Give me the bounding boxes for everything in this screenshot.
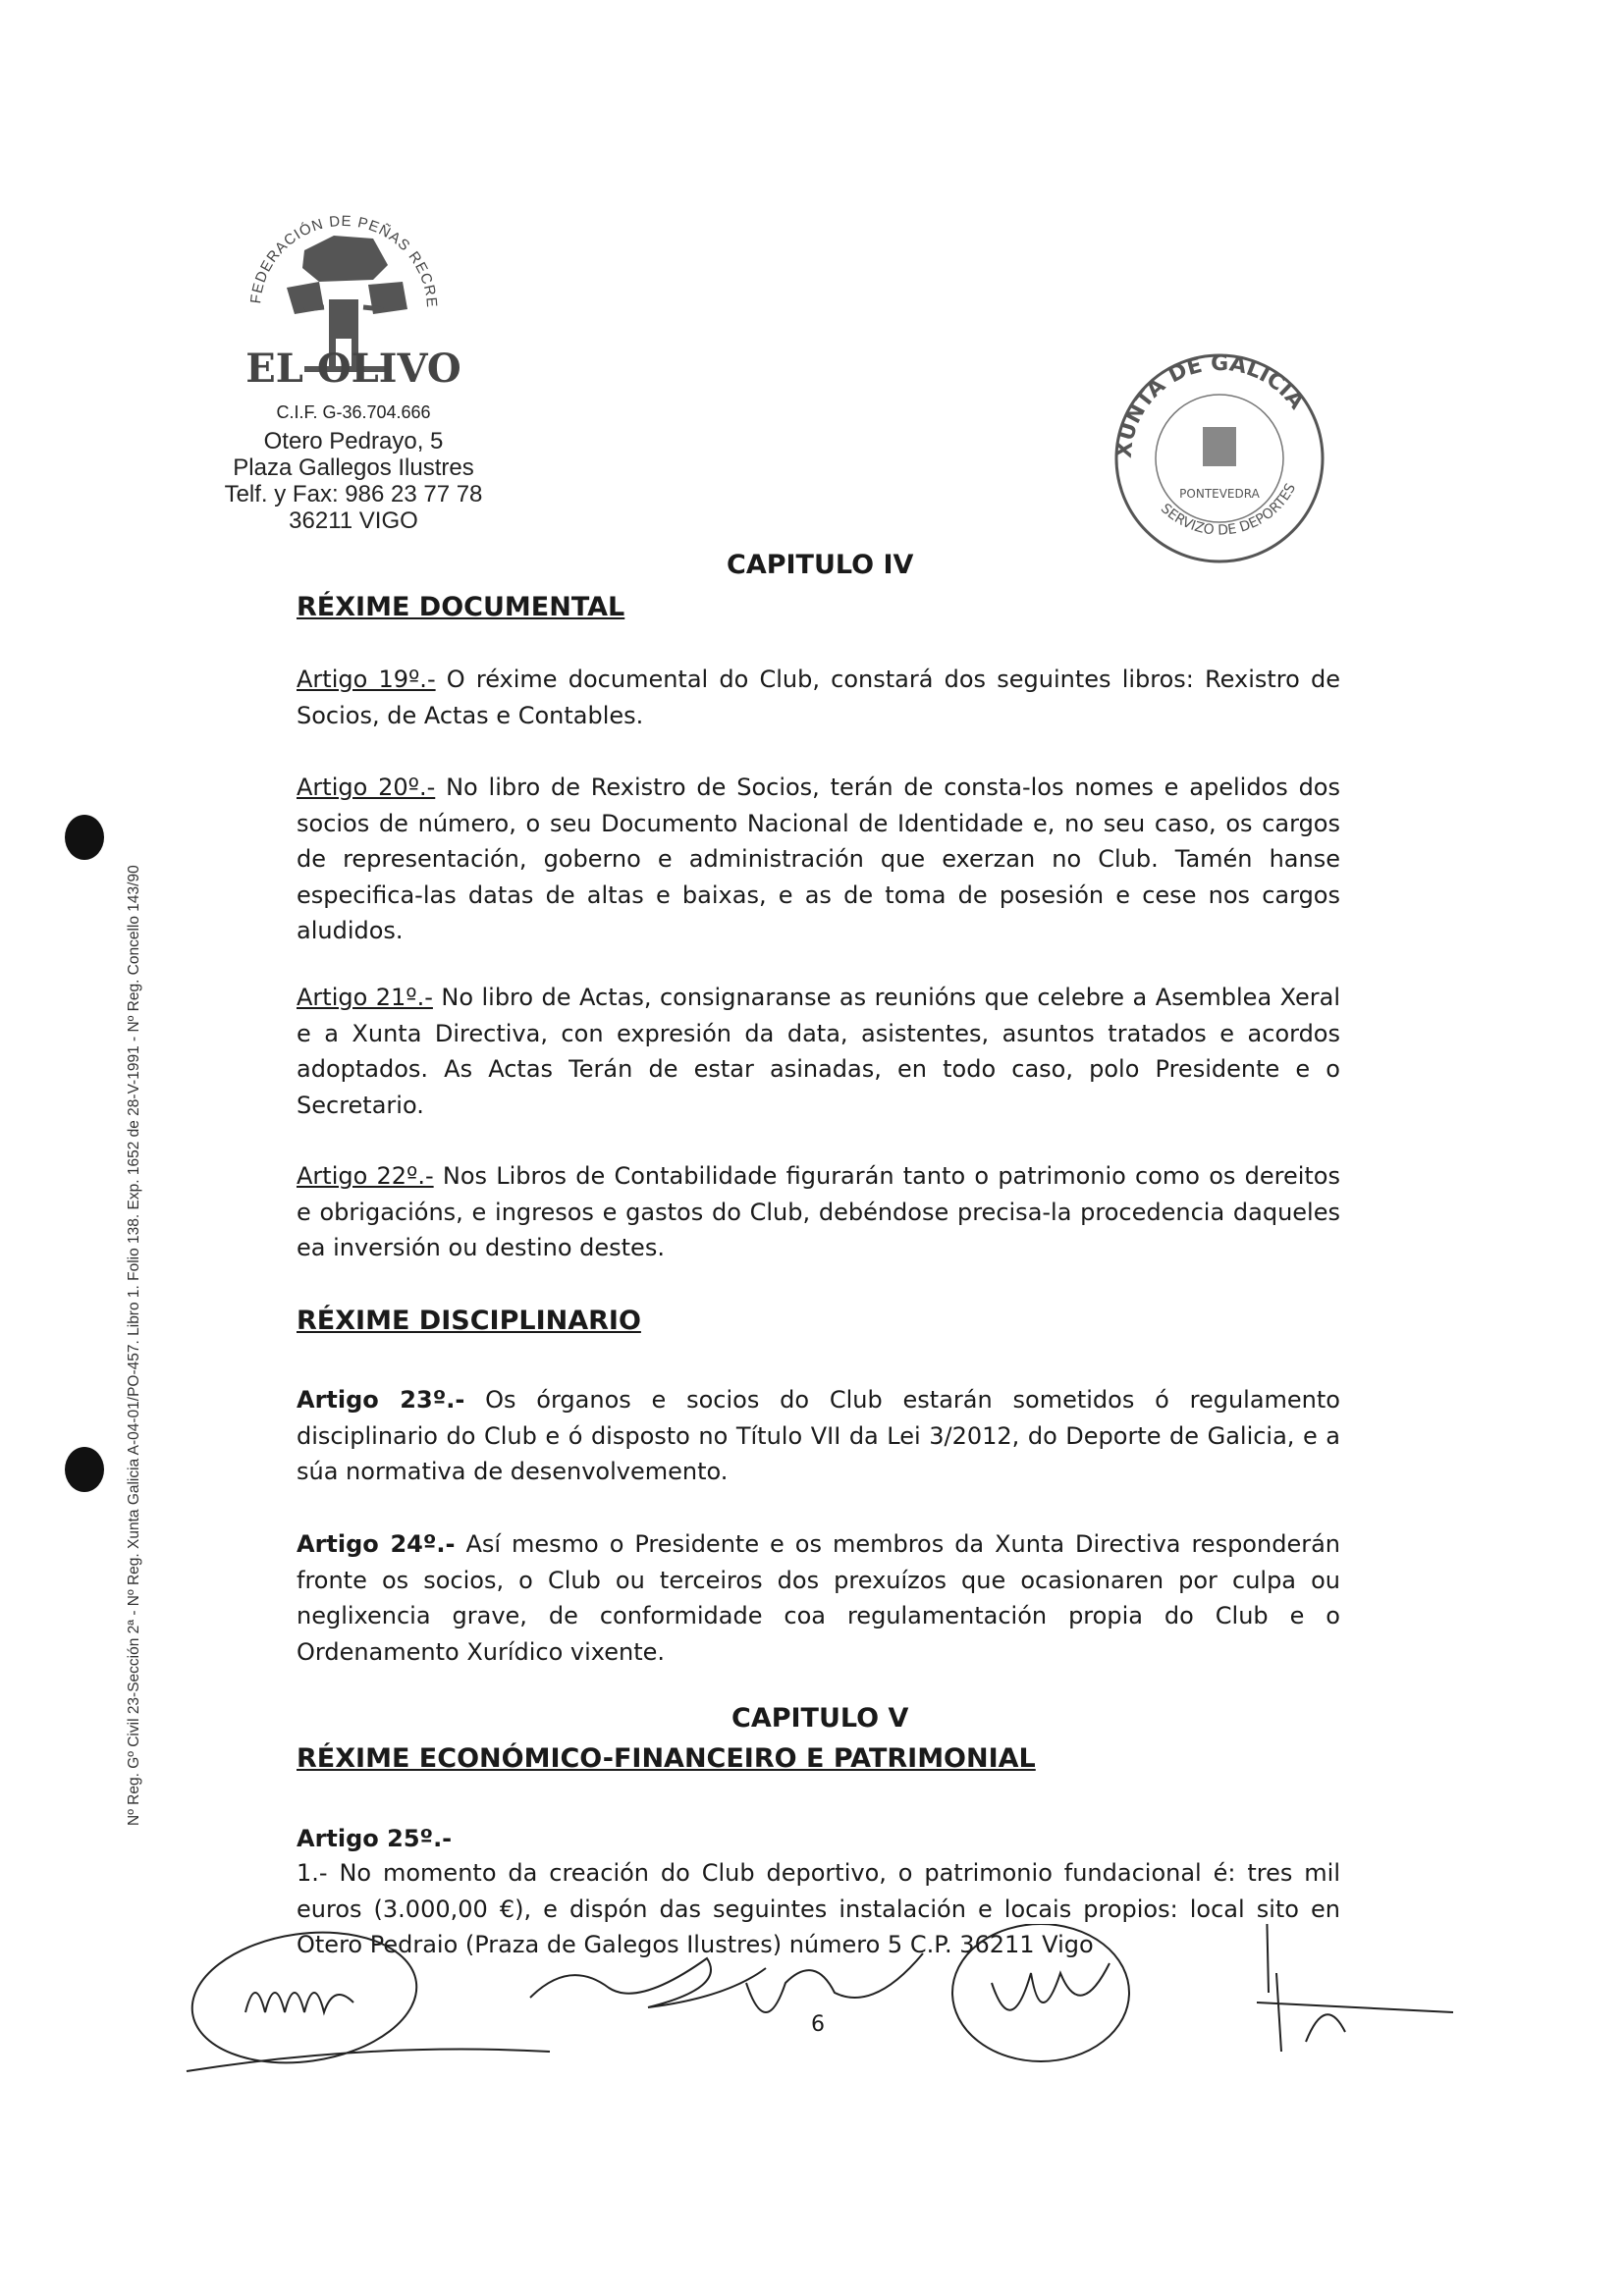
chapter-title: CAPITULO V (731, 1703, 909, 1734)
article-text: No libro de Rexistro de Socios, terán de consta-los nomes e apelidos dos socios de número, o seu Documento Nacional de Identidade e, no seu caso, os cargos de representación, goberno e administración que exerzan no Club. Tamén hanse especifica-las datas de altas e baixas, e as de toma de posesión e cese nos cargos aludidos. (297, 774, 1340, 944)
article-label: Artigo 20º.- (297, 774, 436, 801)
article-text: No libro de Actas, consignaranse as reunións que celebre a Asemblea Xeral e a Xunta Directiva, con expresión da data, asistentes, asuntos tratados e acordos adoptados. As Actas Terán de estar asinadas, en todo caso, polo Presidente e o Secretario. (297, 984, 1341, 1119)
address-line: Plaza Gallegos Ilustres (233, 454, 474, 481)
article-25-label: Artigo 25º.- (297, 1825, 453, 1852)
article-20 (297, 770, 1340, 949)
section-heading: RÉXIME DOCUMENTAL (297, 592, 625, 622)
registration-note: Nº Reg. Gº Civil 23-Sección 2ª - Nº Reg. Xunta Galicia A-04-01/PO-457. Libro 1. Folio 138. Exp. 1652 de 28-V-1991 - Nº Reg. Concello 143/90 (126, 865, 142, 1826)
article-label: Artigo 21º.- (297, 984, 433, 1011)
article-label: Artigo 24º.- (297, 1530, 456, 1558)
article-23 (297, 1382, 1340, 1490)
address-city: 36211 VIGO (289, 507, 418, 534)
section-heading: RÉXIME DISCIPLINARIO (297, 1306, 641, 1336)
section-heading: RÉXIME ECONÓMICO-FINANCEIRO E PATRIMONIAL (297, 1743, 1036, 1774)
article-label: Artigo 19º.- (297, 666, 436, 693)
official-stamp (1110, 348, 1330, 569)
address-line: Otero Pedrayo, 5 (263, 428, 444, 454)
stamp-text: SERVIZO DE DEPORTES (1157, 480, 1300, 539)
article-25-text: 1.- No momento da creación do Club deportivo, o patrimonio fundacional é: tres mil euros (3.000,00 €), e dispón das seguintes instalación e locais propios: local sito en Otero Pedraio (Praza de Galegos Ilustres) número 5 C.P. 36211 Vigo (297, 1859, 1340, 1958)
article-22 (297, 1158, 1340, 1266)
club-name: EL OLIVO (245, 346, 461, 392)
article-label: Artigo 22º.- (297, 1162, 434, 1190)
article-text: Os órganos e socios do Club estarán sometidos ó regulamento disciplinario do Club e ó disposto no Título VII da Lei 3/2012, do Deporte de Galicia, e a súa normativa de desenvolvemento. (297, 1386, 1340, 1485)
cif: C.I.F. G-36.704.666 (276, 402, 431, 422)
punch-hole (65, 1447, 104, 1492)
stamp-city: PONTEVEDRA (1179, 487, 1260, 501)
article-19 (297, 662, 1340, 733)
svg-text:FEDERACIÓN DE PEÑAS RECREATIVA: FEDERACIÓN DE PEÑAS RECRE (247, 212, 441, 309)
article-24 (297, 1526, 1340, 1670)
article-21 (297, 980, 1340, 1123)
article-text: O réxime documental do Club, constará dos seguintes libros: Rexistro de Socios, de Actas e Contables. (297, 666, 1341, 729)
article-text: Así mesmo o Presidente e os membros da Xunta Directiva responderán fronte os socios, o Club ou terceiros dos prexuízos que ocasionaren por culpa ou neglixencia grave, de conformidade coa regulamentación propia do Club e o Ordenamento Xurídico vixente. (297, 1530, 1340, 1666)
stamp-text: XUNTA DE GALICIA (1111, 350, 1309, 459)
page-number: 6 (811, 2012, 825, 2037)
signatures-icon (177, 1924, 1473, 2120)
article-label: Artigo 23º.- (297, 1386, 465, 1414)
chapter-title: CAPITULO IV (727, 550, 914, 580)
phone: Telf. y Fax: 986 23 77 78 (224, 481, 483, 507)
article-text: Nos Libros de Contabilidade figurarán tanto o patrimonio como os dereitos e obrigacións, e ingresos e gastos do Club, debéndose precisa-la procedencia daqueles ea inversión ou destino destes. (297, 1162, 1340, 1261)
address (177, 428, 530, 534)
punch-hole (65, 815, 104, 860)
